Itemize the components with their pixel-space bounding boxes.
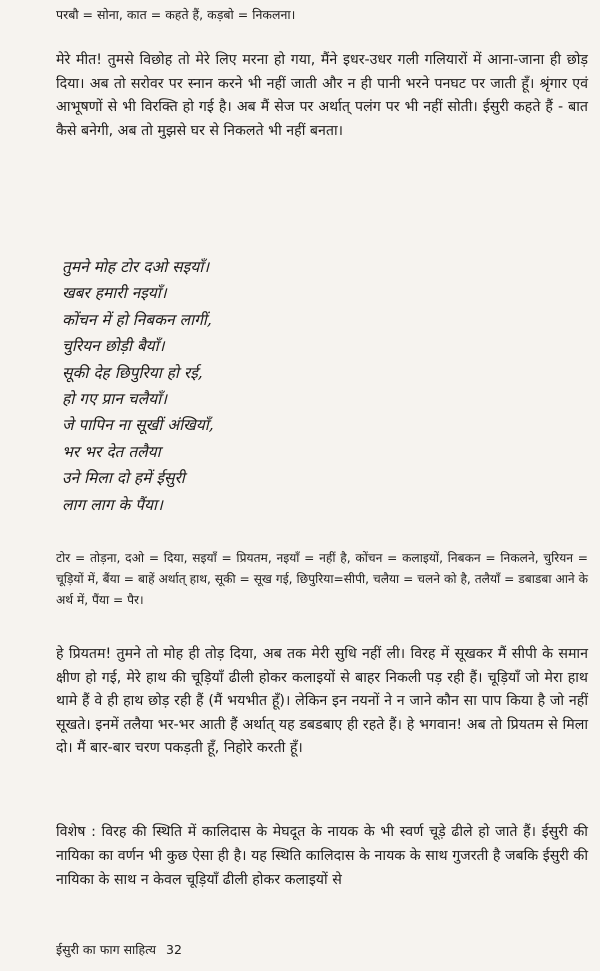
poem-line: चुरियन छोड़ी बैयाँ। [62,337,165,356]
prose-paragraph-2: हे प्रियतम! तुमने तो मोह ही तोड़ दिया, अब तक मेरी सुधि नहीं ली। विरह में सूखकर मैं सीपी के समान क्षीण हो गई, मेरे हाथ की चूड़ियाँ ढीली होकर कलाइयों से बाहर निकली पड़ रही हैं। चूड़ियाँ जो मेरा हाथ थामे हैं वे ही हाथ छोड़ रही हैं (मैं भयभीत हूँ)। लेकिन इन नयनों ने न जाने कौन सा पाप किया है जो नहीं सूखते। इनमें तलैया भर-भर आती हैं अर्थात् यह डबडबाए ही रहते हैं। हे भगवान! अब तो प्रियतम से मिला दो। मैं बार-बार चरण पकड़ती हूँ, निहोरे करती हूँ। [56,646,588,757]
prose-paragraph-1: मेरे मीत! तुमसे विछोह तो मेरे लिए मरना हो गया, मैंने इधर-उधर गली गलियारों में आना-जाना ही छोड़ दिया। अब तो सरोवर पर स्नान करने भी नहीं जाती और न ही पानी भरने पनघट पर जाती हूँ। श्रृंगार एवं आभूषणों से भी विरक्ति हो गई है। अब मैं सेज पर अर्थात् पलंग पर भी नहीं सोती। ईसुरी कहते हैं - बात कैसे बनेगी, अब तो मुझसे घर से निकलते भी नहीं बनता। [56,52,588,139]
prose-paragraph-3: विशेष : विरह की स्थिति में कालिदास के मेघदूत के नायक के भी स्वर्ण चूड़े ढीले हो जाते हैं। ईसुरी की नायिका का वर्णन भी कुछ ऐसा ही है। यह स्थिति कालिदास के नायक के साथ गुजरती है जबकि ईसुरी की नायिका के साथ न केवल चूड़ियाँ ढीली होकर कलाइयों से [56,824,588,888]
page-number: 32 [166,942,182,957]
page-footer [56,941,182,958]
poem-line: खबर हमारी नइयाँ। [62,284,167,303]
poem-line: जे पापिन ना सूखीं अंखियाँ, [62,416,214,435]
poem-line: कोंचन में हो निबकन लागीं, [62,310,212,329]
poem-line: लाग लाग के पैंया। [62,495,163,514]
word-gloss-bottom: टोर = तोड़ना, दओ = दिया, सइयाँ = प्रियतम, नइयाँ = नहीं है, कोंचन = कलाइयों, निबकन = निकलने, चुरियन = चूड़ियों में, बैंया = बाहें अर्थात् हाथ, सूकी = सूख गई, छिपुरिया=सीपी, चलैया = चलने को है, तलैयाँ = डबाडबा आने के अर्थ में, पैंया = पैर। [56,551,588,608]
footer-book-title: ईसुरी का फाग साहित्य [56,942,157,957]
poem-verse [62,254,382,518]
word-gloss-top: परबौ = सोना, कात = कहते हैं, कड़बो = निकलना। [56,7,296,22]
poem-line: तुमने मोह टोर दओ सइयाँ। [62,258,210,276]
poem-line: उने मिला दो हमें ईसुरी [62,469,185,488]
poem-line: भर भर देत तलैया [62,442,161,461]
poem-line: हो गए प्रान चलैयाँ। [62,390,167,409]
poem-line: सूकी देह छिपुरिया हो रई, [62,363,203,382]
